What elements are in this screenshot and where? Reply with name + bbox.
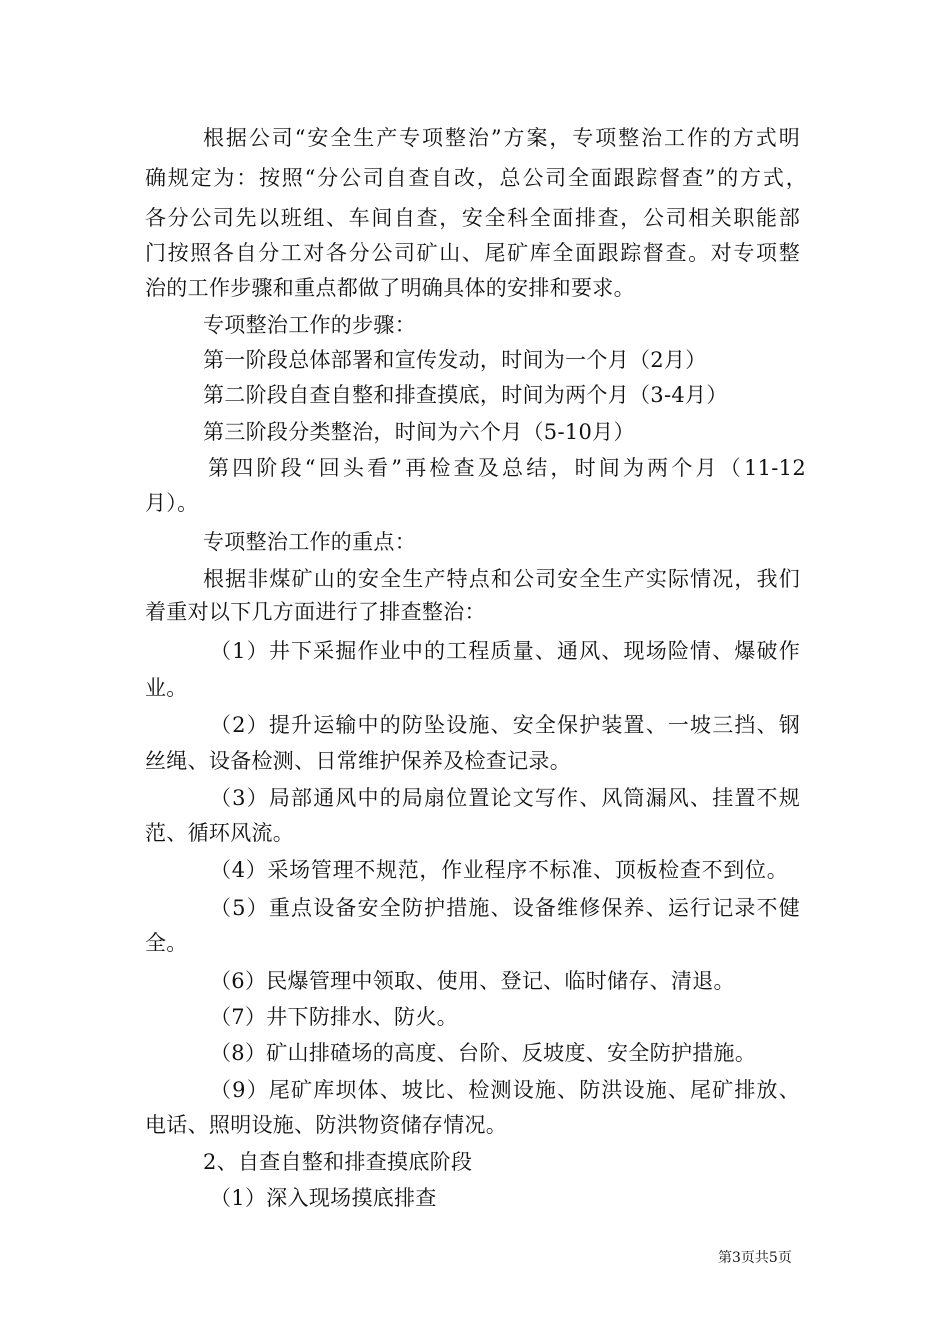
section-heading: 专项整治工作的步骤：: [203, 313, 416, 337]
paragraph-line: 门按照各自分工对各分公司矿山、尾矿库全面跟踪督查。对专项整: [145, 241, 800, 265]
paragraph-line: 着重对以下几方面进行了排查整治：: [145, 600, 486, 624]
list-item-line: 丝绳、设备检测、日常维护保养及检查记录。: [145, 749, 571, 773]
page-number: 第3页共5页: [718, 1250, 792, 1266]
list-item-line: 全。: [145, 931, 188, 955]
list-item-line: （3）局部通风中的局扇位置论文写作、风筒漏风、挂置不规: [210, 786, 800, 810]
list-item-line: （2）提升运输中的防坠设施、安全保护装置、一坡三挡、钢: [210, 713, 800, 737]
list-item-line: （4）采场管理不规范，作业程序不标准、顶板检查不到位。: [210, 858, 788, 882]
paragraph-line: 月）。: [145, 491, 199, 515]
section-heading: 2、自查自整和排查摸底阶段: [203, 1150, 473, 1174]
paragraph-line: 第二阶段自查自整和排查摸底，时间为两个月（3-4月）: [203, 383, 728, 407]
paragraph-line: 第四阶段“回头看”再检查及总结，时间为两个月（11-12: [208, 456, 806, 480]
paragraph-line: 各分公司先以班组、车间自查，安全科全面排查，公司相关职能部: [145, 206, 800, 230]
paragraph-line: 第一阶段总体部署和宣传发动，时间为一个月（2月）: [203, 348, 707, 372]
list-item-line: （8）矿山排碴场的高度、台阶、反坡度、安全防护措施。: [210, 1041, 757, 1065]
paragraph-line: 治的工作步骤和重点都做了明确具体的安排和要求。: [145, 276, 635, 300]
paragraph-line: 确规定为：按照“分公司自查自改，总公司全面跟踪督查”的方式，: [145, 166, 807, 190]
list-item-line: （6）民爆管理中领取、使用、登记、临时储存、清退。: [210, 969, 735, 993]
paragraph-line: 根据非煤矿山的安全生产特点和公司安全生产实际情况，我们: [203, 567, 800, 591]
list-item-line: 业。: [145, 676, 188, 700]
section-heading: 专项整治工作的重点：: [203, 530, 416, 554]
subsection-heading: （1）深入现场摸底排查: [210, 1186, 437, 1210]
paragraph-line: 第三阶段分类整治，时间为六个月（5-10月）: [203, 420, 635, 444]
list-item-line: （1）井下采掘作业中的工程质量、通风、现场险情、爆破作: [210, 639, 800, 663]
paragraph-line: 根据公司“安全生产专项整治”方案，专项整治工作的方式明: [203, 126, 800, 150]
list-item-line: （7）井下防排水、防火。: [210, 1005, 458, 1029]
list-item-line: 范、循环风流。: [145, 821, 295, 845]
list-item-line: （5）重点设备安全防护措施、设备维修保养、运行记录不健: [210, 896, 800, 920]
list-item-line: 电话、照明设施、防洪物资储存情况。: [145, 1113, 508, 1137]
list-item-line: （9）尾矿库坝体、坡比、检测设施、防洪设施、尾矿排放、: [210, 1078, 800, 1102]
